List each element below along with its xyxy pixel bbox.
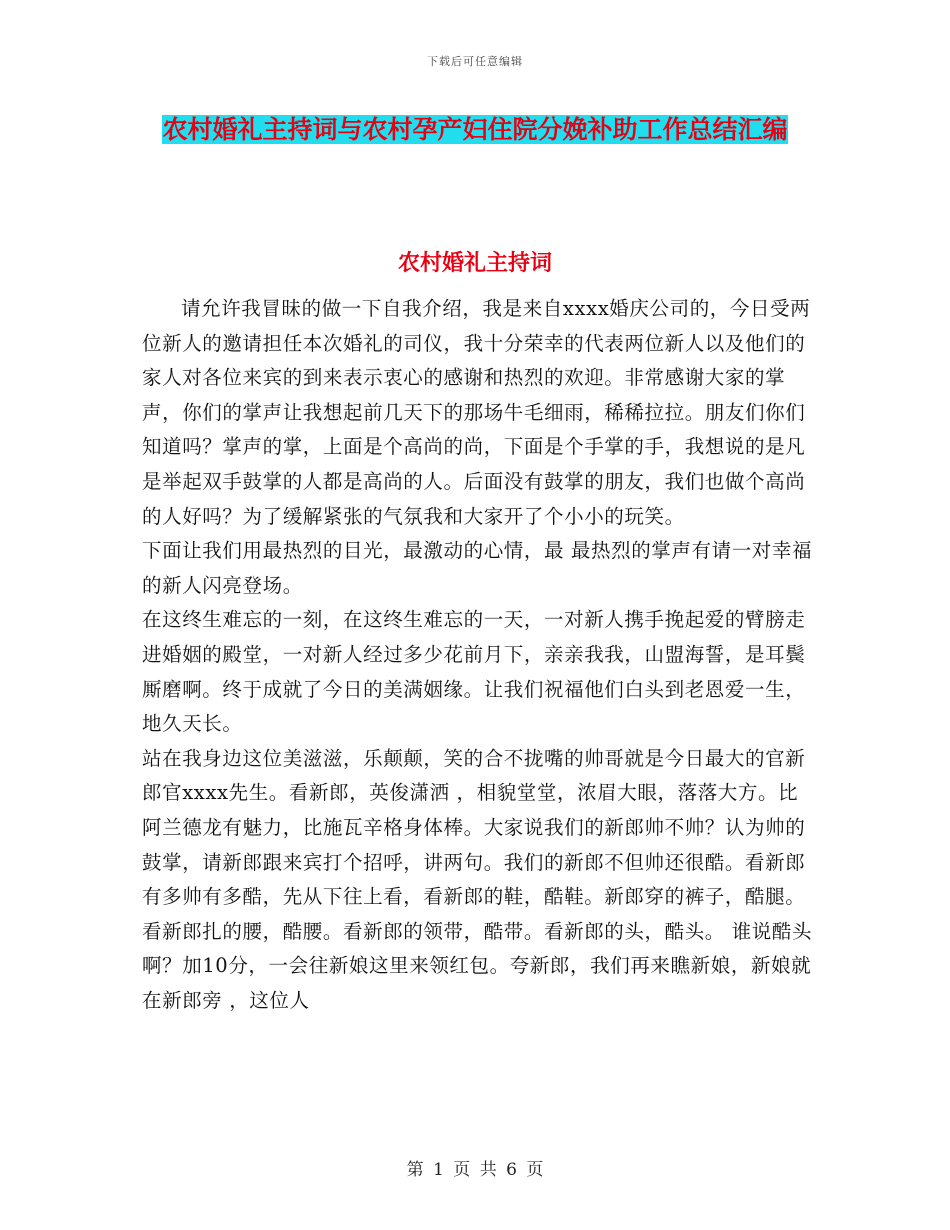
paragraph-4: 站在我身边这位美滋滋，乐颠颠，笑的合不拢嘴的帅哥就是今日最大的官新郎官xxxx先生。看新郎，英俊潇洒 ，相貌堂堂，浓眉大眼，落落大方。比阿兰德龙有魅力，比施瓦辛格身体棒。大家说我们的新郎帅不帅？认为帅的鼓掌，请新郎跟来宾打个招呼，讲两句。我们的新郎不但帅还很酷。看新郎有多帅有多酷，先从下往上看，看新郎的鞋，酷鞋。新郎穿的裤子，酷腿。看新郎扎的腰，酷腰。看新郎的领带，酷带。看新郎的头，酷头。 谁说酷头啊？加10分，一会往新娘这里来领红包。夸新郎，我们再来瞧新娘，新娘就在新郎旁 ，这位人 xyxy=(142,746,813,1012)
document-title-text: 农村婚礼主持词与农村孕产妇住院分娩补助工作总结汇编 xyxy=(162,115,788,144)
page-footer: 第 1 页 共 6 页 xyxy=(406,1160,544,1180)
section-title: 农村婚礼主持词 xyxy=(397,250,552,276)
body-text xyxy=(142,292,814,1018)
paragraph-3: 在这终生难忘的一刻，在这终生难忘的一天，一对新人携手挽起爱的臂膀走进婚姻的殿堂，一对新人经过多少花前月下，亲亲我我，山盟海誓，是耳鬓厮磨啊。终于成就了今日的美满姻缘。让我们祝福他们白头到老恩爱一生，地久天长。 xyxy=(142,608,806,736)
document-title xyxy=(140,108,810,152)
paragraph-2: 下面让我们用最热烈的目光，最激动的心情，最 最热烈的掌声有请一对幸福的新人闪亮登场。 xyxy=(142,539,813,597)
header-note: 下载后可任意编辑 xyxy=(427,55,523,68)
paragraph-1: 请允许我冒昧的做一下自我介绍，我是来自xxxx婚庆公司的，今日受两位新人的邀请担任本次婚礼的司仪，我十分荣幸的代表两位新人以及他们的家人对各位来宾的到来表示衷心的感谢和热烈的欢迎。非常感谢大家的掌声，你们的掌声让我想起前几天下的那场牛毛细雨，稀稀拉拉。朋友们你们知道吗？掌声的掌，上面是个高尚的尚，下面是个手掌的手，我想说的是凡是举起双手鼓掌的人都是高尚的人。后面没有鼓掌的朋友，我们也做个高尚的人好吗？为了缓解紧张的气氛我和大家开了个小小的玩笑。 xyxy=(142,297,811,528)
